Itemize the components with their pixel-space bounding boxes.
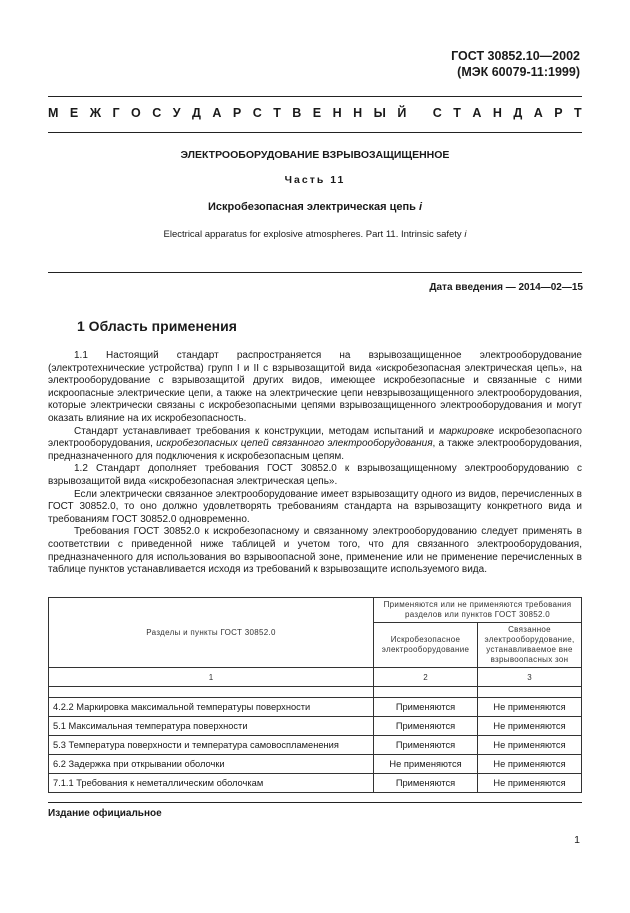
row-intrinsic: Не применяются (374, 755, 478, 774)
banner-letter: Й (397, 106, 407, 120)
banner-letter: Р (232, 106, 242, 120)
col-intrinsic-header: Искробезопасное электрооборудование (374, 623, 478, 668)
banner-letter: Е (69, 106, 79, 120)
table-row (49, 717, 582, 736)
table-row (49, 774, 582, 793)
banner-letter: У (172, 106, 181, 120)
part-label: Часть 11 (284, 174, 346, 186)
row-intrinsic: Применяются (374, 698, 478, 717)
banner-letter: С (152, 106, 162, 120)
standard-number: ГОСТ 30852.10—2002 (451, 49, 580, 63)
document-subtitle: Искробезопасная электрическая цепь i (207, 201, 423, 213)
col-number: 3 (478, 668, 582, 687)
banner-letter: Д (513, 106, 523, 120)
table-row (49, 755, 582, 774)
introduction-date: Дата введения — 2014—02—15 (429, 282, 583, 293)
paragraph-associated: Если электрически связанное электрооборудование имеет взрывозащиту одного из видов, перечисленных в ГОСТ 30852.0, то оно должно удовлетворять требованиям стандарта на взрывозащиту конкретного вида и требованиям ГОСТ 30852.0 одновременно. (48, 488, 582, 525)
interstate-standard-banner (48, 106, 582, 120)
banner-letter: Р (554, 106, 563, 120)
banner-letter: Т (273, 106, 281, 120)
banner-letter: Е (312, 106, 322, 120)
section-heading: 1 Область применения (77, 318, 237, 334)
banner-letter: С (252, 106, 262, 120)
top-divider (48, 96, 582, 97)
banner-divider (48, 132, 582, 133)
row-associated: Не применяются (478, 717, 582, 736)
paragraph-requirements: Требования ГОСТ 30852.0 к искробезопасному и связанному электрооборудованию следует применять в соответствии с приведенной ниже таблицей и учетом того, что для связанного электрооборудования, предназначенного для использования во взрывоопасной зоне, применение или не применение перечисленных в таблице пунктов устанавливается исходя из требований к взрывозащите используемого вида. (48, 526, 582, 576)
row-section: 4.2.2 Маркировка максимальной температуры поверхности (49, 698, 374, 717)
banner-letter: О (131, 106, 141, 120)
banner-letter: В (292, 106, 302, 120)
row-section: 5.1 Максимальная температура поверхности (49, 717, 374, 736)
row-section: 7.1.1 Требования к неметаллическим оболочкам (49, 774, 374, 793)
banner-letter: Ж (89, 106, 102, 120)
banner-letter: А (212, 106, 222, 120)
banner-letter: А (533, 106, 543, 120)
col-number: 1 (49, 668, 374, 687)
banner-letter: Н (353, 106, 363, 120)
row-intrinsic: Применяются (374, 736, 478, 755)
iec-number: (МЭК 60079-11:1999) (457, 65, 580, 79)
banner-letter: М (48, 106, 59, 120)
banner-letter (418, 106, 421, 120)
banner-letter: А (472, 106, 482, 120)
banner-letter: Д (192, 106, 201, 120)
table-row (49, 698, 582, 717)
row-associated: Не применяются (478, 698, 582, 717)
row-intrinsic: Применяются (374, 717, 478, 736)
table-row (49, 736, 582, 755)
banner-letter: Т (574, 106, 582, 120)
row-section: 6.2 Задержка при открывании оболочки (49, 755, 374, 774)
requirements-table (48, 597, 582, 793)
banner-letter: Ы (373, 106, 386, 120)
col-number: 2 (374, 668, 478, 687)
banner-letter: Н (492, 106, 502, 120)
paragraph-1-1: 1.1 Настоящий стандарт распространяется на взрывозащищенное электрооборудование (электротехнические устройства) групп I и II с взрывозащитой вида «искробезопасная электрическая цепь», на электрооборудование с взрывозащитой других видов, имеющее искробезопасные и связанные с ними искроопасные электрические цепи, а также на электрические цепи невзрывозащищенного электрооборудования, которые электрически связаны с искробезопасными цепями взрывозащищенного электрооборудования и могут оказать влияние на их искробезопасность. (48, 350, 582, 424)
page-number: 1 (574, 834, 580, 846)
row-intrinsic: Применяются (374, 774, 478, 793)
banner-letter: Н (332, 106, 342, 120)
paragraph-standard-scope: Стандарт устанавливает требования к конструкции, методам испытаний и маркировке искробезопасного электрооборудования, искробезопасных цепей связанного электрооборудования, а также электрооборудования, предназначенного для подключения к искробезопасным цепям. (48, 425, 582, 462)
paragraph-1-2: 1.2 Стандарт дополняет требования ГОСТ 30852.0 к взрывозащищенному электрооборудованию с взрывозащитой вида «искробезопасная электрическая цепь». (48, 463, 582, 487)
banner-letter: Т (453, 106, 461, 120)
banner-letter: С (432, 106, 442, 120)
row-associated: Не применяются (478, 774, 582, 793)
banner-letter: Г (112, 106, 120, 120)
edition-label: Издание официальное (48, 808, 162, 819)
row-section: 5.3 Температура поверхности и температура самовоспламенения (49, 736, 374, 755)
document-title: ЭЛЕКТРООБОРУДОВАНИЕ ВЗРЫВОЗАЩИЩЕННОЕ (180, 149, 450, 161)
col-applicability-header: Применяются или не применяются требования разделов или пунктов ГОСТ 30852.0 (374, 598, 582, 623)
col-associated-header: Связанное электрооборудование, устанавливаемое вне взрывоопасных зон (478, 623, 582, 668)
row-associated: Не применяются (478, 755, 582, 774)
section-body (48, 350, 582, 577)
english-title: Electrical apparatus for explosive atmospheres. Part 11. Intrinsic safety i (163, 229, 467, 240)
row-associated: Не применяются (478, 736, 582, 755)
col-sections-header: Разделы и пункты ГОСТ 30852.0 (49, 598, 374, 668)
footer-divider (48, 802, 582, 803)
date-divider (48, 272, 582, 273)
